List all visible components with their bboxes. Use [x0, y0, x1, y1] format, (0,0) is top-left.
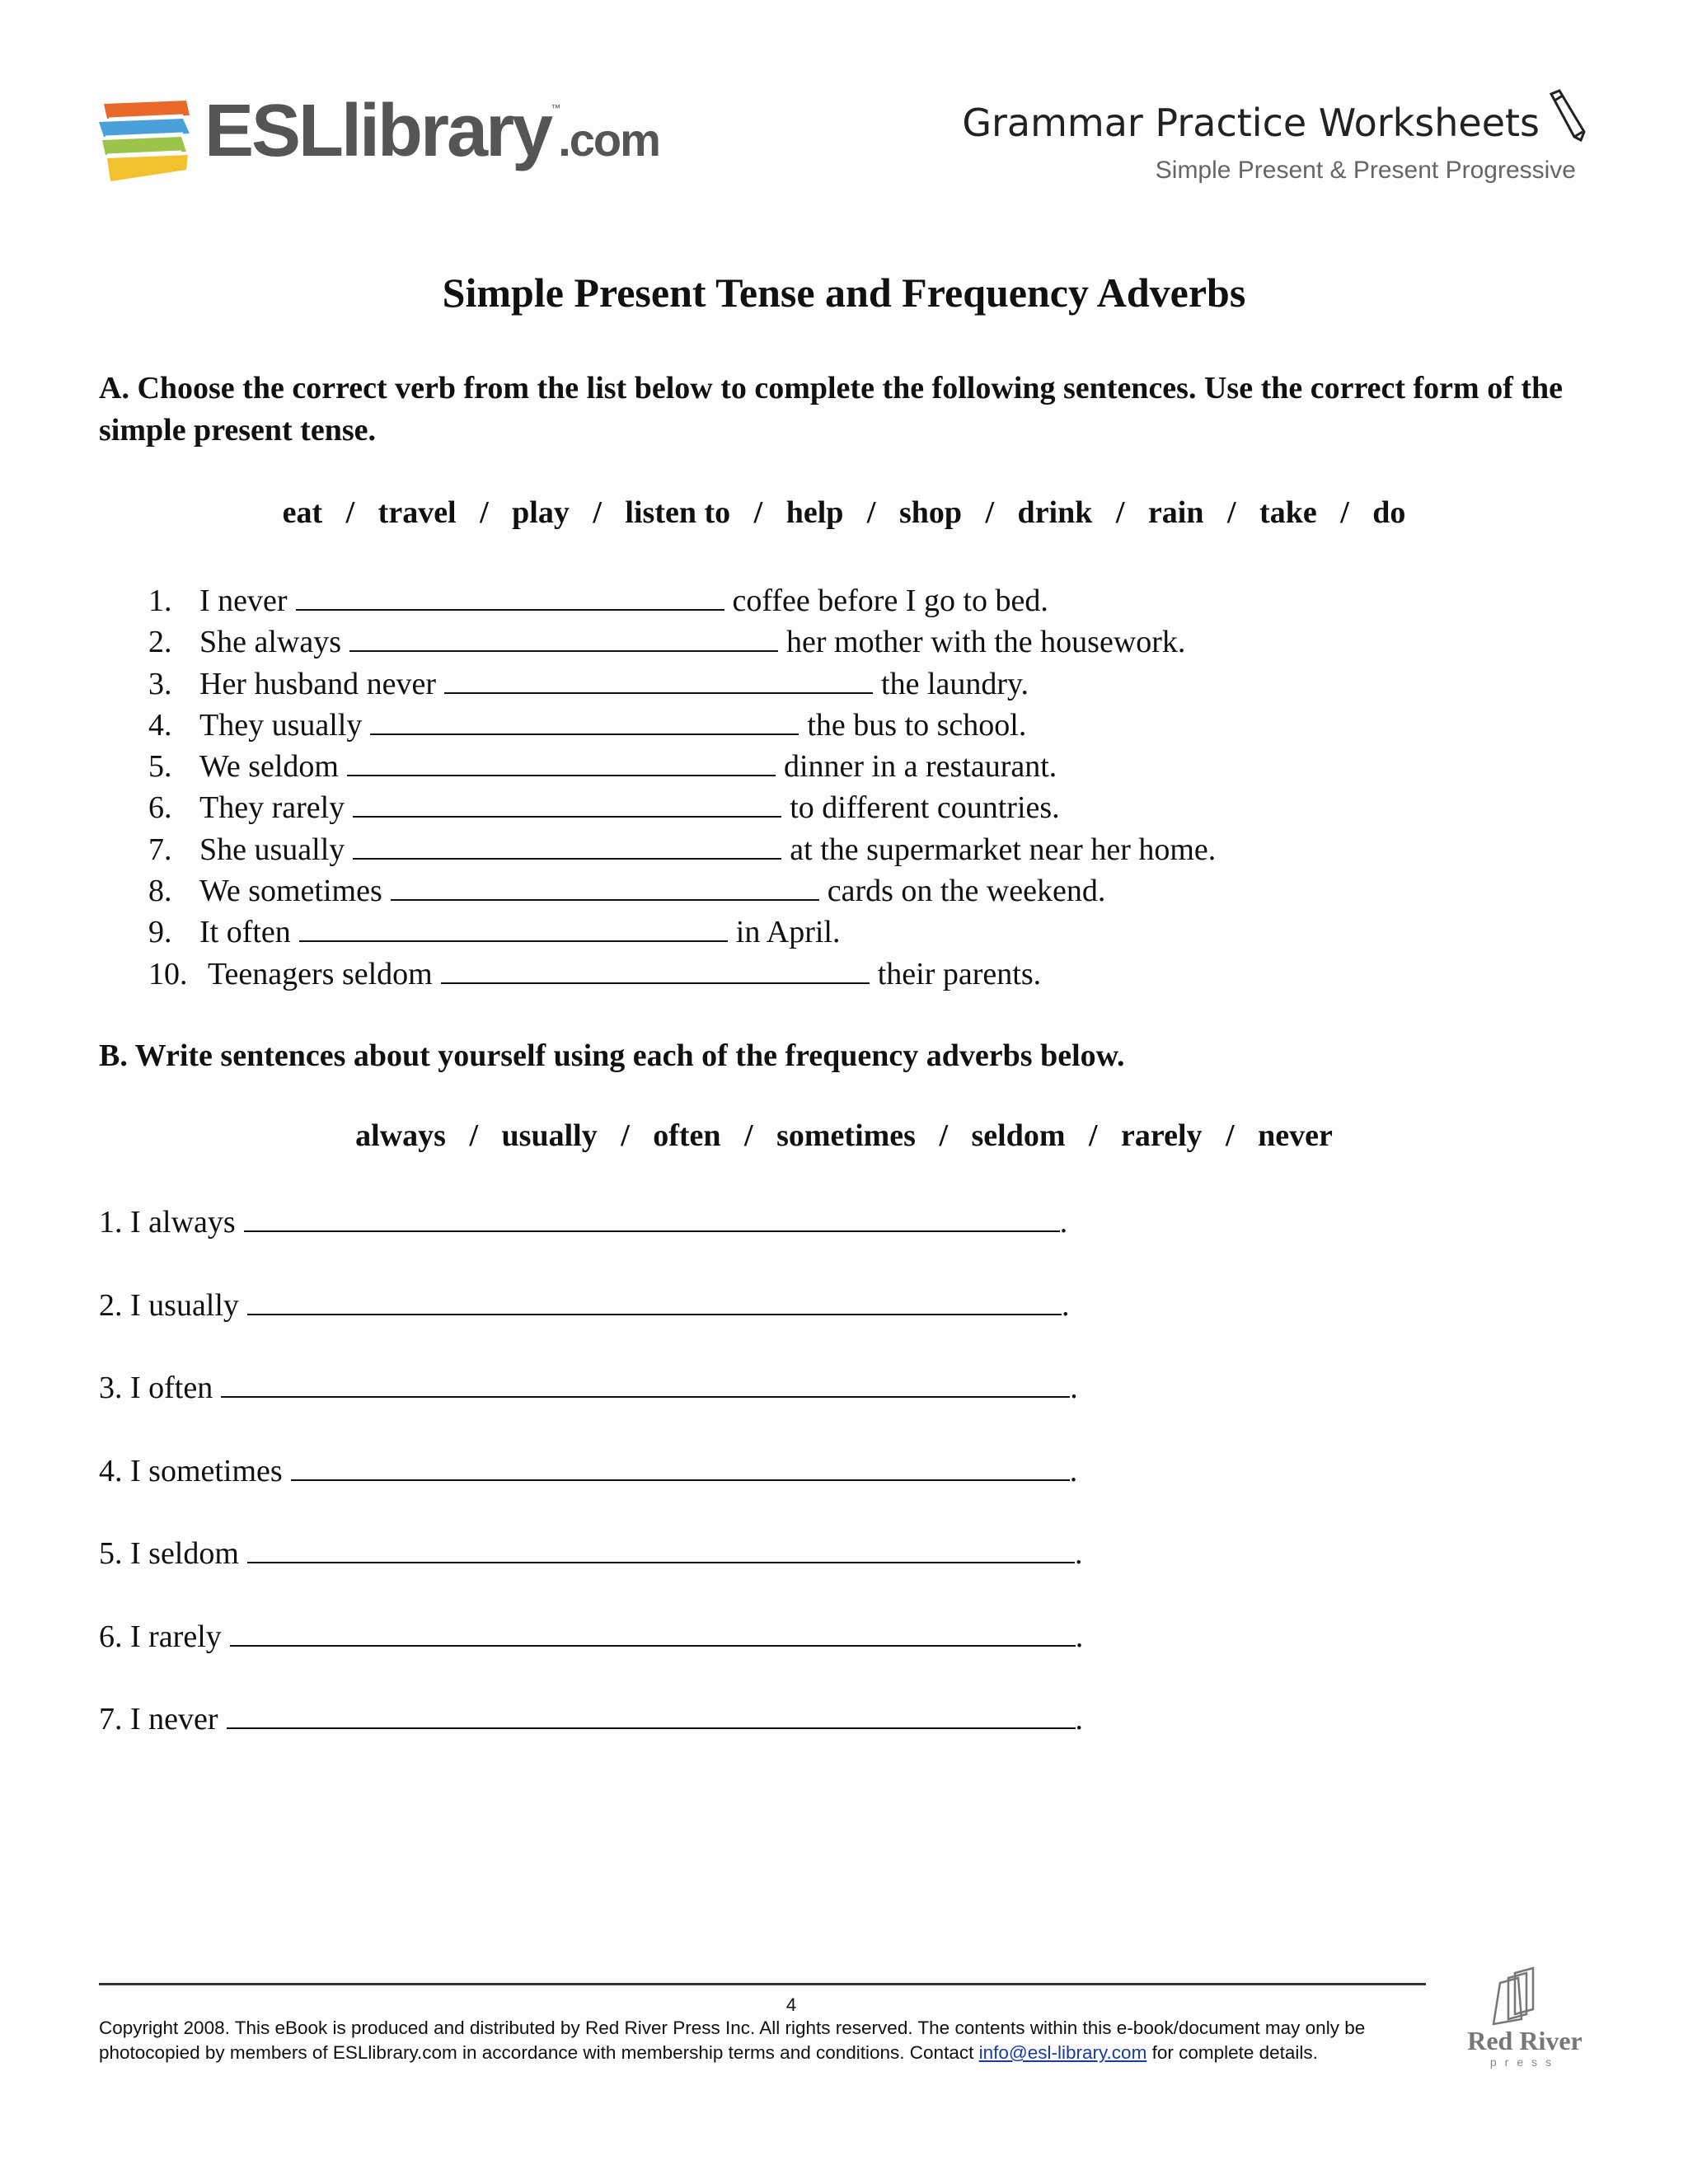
- list-item: [148, 829, 1216, 870]
- answer-blank[interactable]: [353, 788, 781, 818]
- sentence-period: .: [1069, 1453, 1078, 1488]
- list-item: [148, 705, 1216, 746]
- esl-library-logo-books-icon: [97, 97, 196, 188]
- copyright-tail: for complete details.: [1146, 2042, 1318, 2063]
- sentence-start: Her husband never: [199, 666, 437, 701]
- sentence-end: at the supermarket near her home.: [790, 832, 1217, 867]
- answer-blank[interactable]: [299, 912, 728, 942]
- sentence-start: I never: [199, 583, 288, 618]
- item-number: 4.: [148, 707, 172, 743]
- logo-domain: .com: [558, 114, 659, 166]
- page-number: 4: [785, 1994, 797, 2015]
- sentence-period: .: [1075, 1619, 1084, 1654]
- logo-trademark: ™: [551, 102, 559, 114]
- answer-blank[interactable]: [353, 830, 781, 860]
- sentence-start: We seldom: [199, 749, 339, 785]
- list-item: [99, 1200, 1083, 1283]
- answer-blank[interactable]: [391, 871, 819, 901]
- list-item: [148, 663, 1216, 705]
- sentence-start: They rarely: [199, 790, 345, 826]
- exercise-b-list: [99, 1200, 1083, 1780]
- answer-blank[interactable]: [444, 664, 873, 694]
- list-item: [148, 621, 1216, 663]
- list-item: [148, 746, 1216, 787]
- sentence-period: .: [1061, 1287, 1070, 1323]
- esl-library-logo: [204, 89, 659, 174]
- item-number: 2.: [148, 625, 172, 660]
- list-item: [99, 1531, 1083, 1615]
- page-title: Simple Present Tense and Frequency Adverbs: [442, 269, 1246, 316]
- answer-blank[interactable]: [349, 622, 778, 652]
- list-item: [99, 1449, 1083, 1532]
- item-number: 9.: [148, 915, 172, 950]
- prompt-label: 1. I always: [99, 1205, 236, 1240]
- logo-main-text: ESLlibrary: [204, 90, 551, 172]
- list-item: [99, 1283, 1083, 1366]
- publisher-name: Red River: [1467, 2026, 1582, 2055]
- section-b-instruction: B. Write sentences about yourself using each of the frequency adverbs below.: [99, 1038, 1125, 1073]
- item-number: 5.: [148, 749, 172, 785]
- prompt-label: 4. I sometimes: [99, 1453, 283, 1488]
- sentence-period: .: [1075, 1702, 1084, 1736]
- answer-line[interactable]: [244, 1201, 1060, 1232]
- item-number: 10.: [148, 956, 188, 991]
- sentence-start: Teenagers seldom: [208, 956, 433, 991]
- prompt-label: 2. I usually: [99, 1287, 239, 1323]
- item-number: 7.: [148, 832, 172, 867]
- answer-blank[interactable]: [370, 705, 799, 735]
- list-item: [148, 787, 1216, 828]
- sentence-start: We sometimes: [199, 874, 382, 909]
- list-item: [99, 1366, 1083, 1449]
- sentence-period: .: [1074, 1536, 1083, 1571]
- list-item: [148, 580, 1216, 621]
- list-item: [99, 1697, 1083, 1780]
- sentence-start: It often: [199, 915, 291, 950]
- sentence-end: the bus to school.: [807, 707, 1027, 743]
- item-number: 1.: [148, 583, 172, 618]
- adverb-list: always / usually / often / sometimes / seldom / rarely / never: [355, 1118, 1333, 1153]
- prompt-label: 3. I often: [99, 1371, 213, 1405]
- verb-list: eat / travel / play / listen to / help / shop / drink / rain / take / do: [282, 495, 1406, 530]
- prompt-label: 5. I seldom: [99, 1536, 239, 1571]
- list-item: [99, 1615, 1083, 1698]
- contact-email-link[interactable]: info@esl-library.com: [978, 2042, 1147, 2063]
- sentence-end: their parents.: [877, 956, 1042, 991]
- answer-line[interactable]: [221, 1366, 1070, 1398]
- sentence-end: the laundry.: [881, 666, 1029, 701]
- item-number: 8.: [148, 874, 172, 909]
- sentence-end: to different countries.: [790, 790, 1060, 826]
- sentence-start: They usually: [199, 707, 363, 743]
- footer-divider: [99, 1983, 1426, 1985]
- prompt-label: 6. I rarely: [99, 1619, 222, 1654]
- answer-line[interactable]: [247, 1532, 1075, 1563]
- header-subtitle: Simple Present & Present Progressive: [1155, 157, 1576, 184]
- pencil-icon: [1543, 89, 1589, 143]
- copyright-notice: [99, 2016, 1451, 2065]
- prompt-label: 7. I never: [99, 1702, 218, 1736]
- sentence-end: in April.: [735, 915, 841, 950]
- sentence-start: She always: [199, 625, 342, 660]
- header-title: Grammar Practice Worksheets: [962, 101, 1540, 145]
- publisher-subtitle: press: [1489, 2055, 1560, 2069]
- sentence-end: coffee before I go to bed.: [732, 583, 1048, 618]
- answer-line[interactable]: [230, 1615, 1076, 1647]
- sentence-end: her mother with the housework.: [786, 625, 1186, 660]
- section-a-instruction: A. Choose the correct verb from the list below to complete the following sentences. Use the correct form of the simple present tense.: [99, 371, 1563, 448]
- list-item: [148, 912, 1216, 953]
- sentence-end: cards on the weekend.: [827, 874, 1106, 909]
- red-river-press-logo-icon: [1490, 1966, 1553, 2026]
- exercise-a-list: [148, 580, 1216, 995]
- sentence-end: dinner in a restaurant.: [783, 749, 1057, 785]
- list-item: [148, 954, 1216, 995]
- item-number: 6.: [148, 790, 172, 826]
- copyright-text: Copyright 2008. This eBook is produced and distributed by Red River Press Inc. All rights reserved. The contents within this e-book/document may only be photocopied by members of ESLlibrary.com in accordance with membership terms and conditions. Contact: [99, 2018, 1366, 2063]
- sentence-period: .: [1059, 1205, 1068, 1240]
- sentence-period: .: [1070, 1371, 1078, 1405]
- answer-line[interactable]: [227, 1698, 1076, 1729]
- answer-line[interactable]: [247, 1284, 1062, 1315]
- sentence-start: She usually: [199, 832, 345, 867]
- answer-line[interactable]: [291, 1450, 1070, 1481]
- item-number: 3.: [148, 666, 172, 701]
- list-item: [148, 870, 1216, 912]
- answer-blank[interactable]: [347, 747, 776, 776]
- answer-blank[interactable]: [441, 954, 870, 984]
- answer-blank[interactable]: [296, 581, 724, 611]
